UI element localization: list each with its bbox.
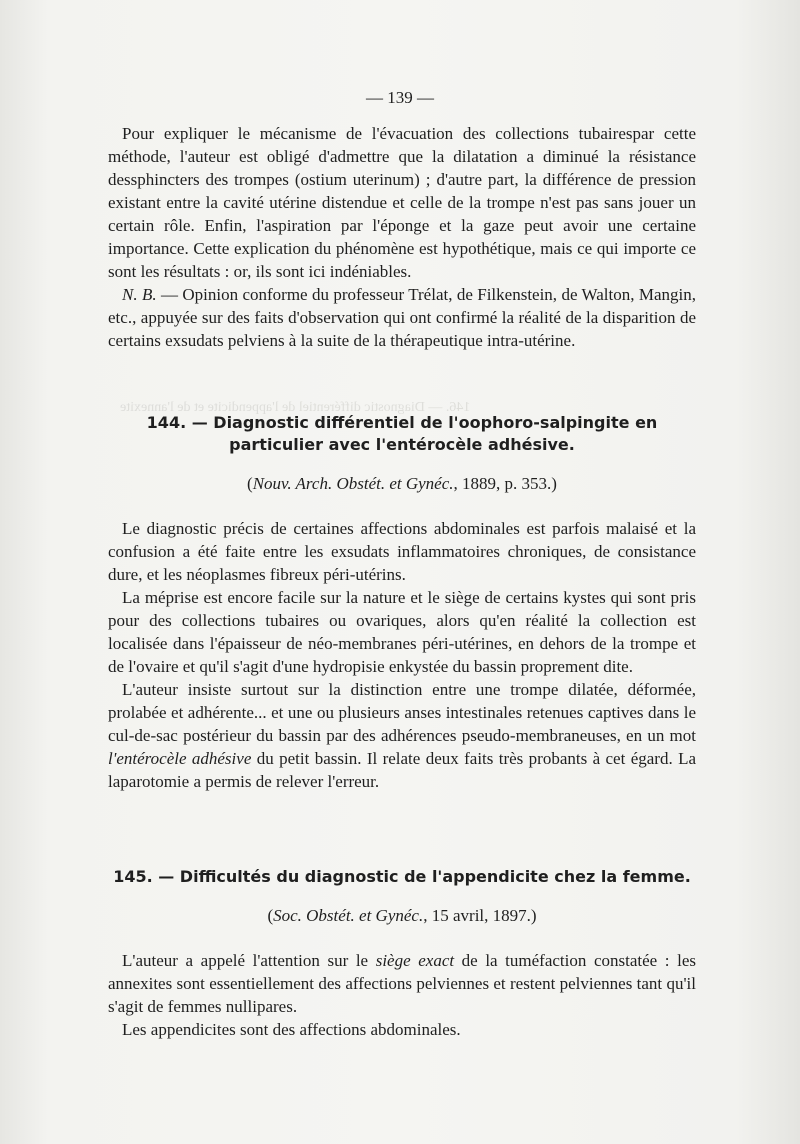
nb-label: N. B. xyxy=(122,285,157,304)
page-number: — 139 — xyxy=(366,88,434,107)
section-145-ref-details: , 15 avril, 1897. xyxy=(423,906,531,925)
s145-p1-end: de la tuméfaction constatée : les annexites sont essentiellement des affections pelviennes et restent pelviennes tant qu'il s'agit de femmes nullipares. xyxy=(108,951,696,1016)
section-144-paragraph-2: La méprise est encore facile sur la nature et le siège de certains kystes qui sont pris pour des collections tubaires ou ovariques, alors qu'en réalité la collection est localisée dans l'épaisseur de néo-membranes péri-utérines, en dehors de la trompe et de l'ovaire et qu'il s'agit d'une hydropisie enkystée du bassin proprement dite. xyxy=(108,588,696,676)
section-144 xyxy=(108,412,696,793)
section-144-paragraph-1: Le diagnostic précis de certaines affections abdominales est parfois malaisé et la confusion a été faite entre les exsudats inflammatoires chroniques, de consistance dure, et les néoplasmes fibreux péri-utérins. xyxy=(108,519,696,584)
section-145-paragraph-1 xyxy=(108,949,696,1018)
section-145-journal: Soc. Obstét. et Gynéc. xyxy=(273,906,424,925)
p3-text-start: L'auteur insiste surtout sur la distinction entre une trompe dilatée, déformée, prolabée et adhérente... et une ou plusieurs anses intestinales retenues captives dans le cul-de-sac postérieur du bassin par des adhérences pseudo-membraneuses, en un mot xyxy=(108,680,696,745)
section-145-reference: (Soc. Obstét. et Gynéc., 15 avril, 1897.) xyxy=(267,906,537,925)
section-144-heading: 144. — Diagnostic différentiel de l'oophoro-salpingite en particulier avec l'entérocèle adhésive. xyxy=(146,413,658,454)
intro-block xyxy=(108,122,696,352)
bleed-through-text: 146. — Diagnostic différentiel de l'appendicite et de l'annexite xyxy=(120,400,471,415)
intro-paragraph: Pour expliquer le mécanisme de l'évacuation des collections tubairespar cette méthode, l'auteur est obligé d'admettre que la dilatation a diminué la résistance dessphincters des trompes (ostium uterinum) ; d'autre part, la différence de pression existant entre la cavité utérine distendue et celle de la trompe n'est pas sans jouer un certain rôle. Enfin, l'aspiration par l'éponge et la gaze peut avoir une certaine importance. Cette explication du phénomène est hypothétique, mais ce qui importe ce sont les résultats : or, ils sont ici indéniables. xyxy=(108,124,696,281)
s145-p1-start: L'auteur a appelé l'attention sur le xyxy=(122,951,376,970)
section-145 xyxy=(108,866,696,1041)
section-144-ref-details: , 1889, p. 353. xyxy=(453,474,552,493)
section-144-reference: (Nouv. Arch. Obstét. et Gynéc., 1889, p. 353.) xyxy=(247,474,557,493)
nb-text: — Opinion conforme du professeur Trélat, de Filkenstein, de Walton, Mangin, etc., appuyée sur des faits d'observation qui ont confirmé la réalité de la disparition de certains exsudats pelviens à la suite de la thérapeutique intra-utérine. xyxy=(108,285,696,350)
section-145-body xyxy=(108,949,696,1041)
section-144-body xyxy=(108,517,696,793)
s145-p1-italic: siège exact xyxy=(375,951,455,970)
section-144-paragraph-3 xyxy=(108,678,696,793)
p3-italic-term: l'entérocèle adhésive xyxy=(108,749,252,768)
section-145-heading: 145. — Difficultés du diagnostic de l'appendicite chez la femme. xyxy=(113,867,691,886)
section-145-paragraph-2: Les appendicites sont des affections abdominales. xyxy=(122,1020,461,1039)
section-144-journal: Nouv. Arch. Obstét. et Gynéc. xyxy=(252,474,454,493)
nb-paragraph xyxy=(108,283,696,352)
p3-text-end: du petit bassin. Il relate deux faits très probants à cet égard. La laparotomie a permis de relever l'erreur. xyxy=(108,749,696,791)
